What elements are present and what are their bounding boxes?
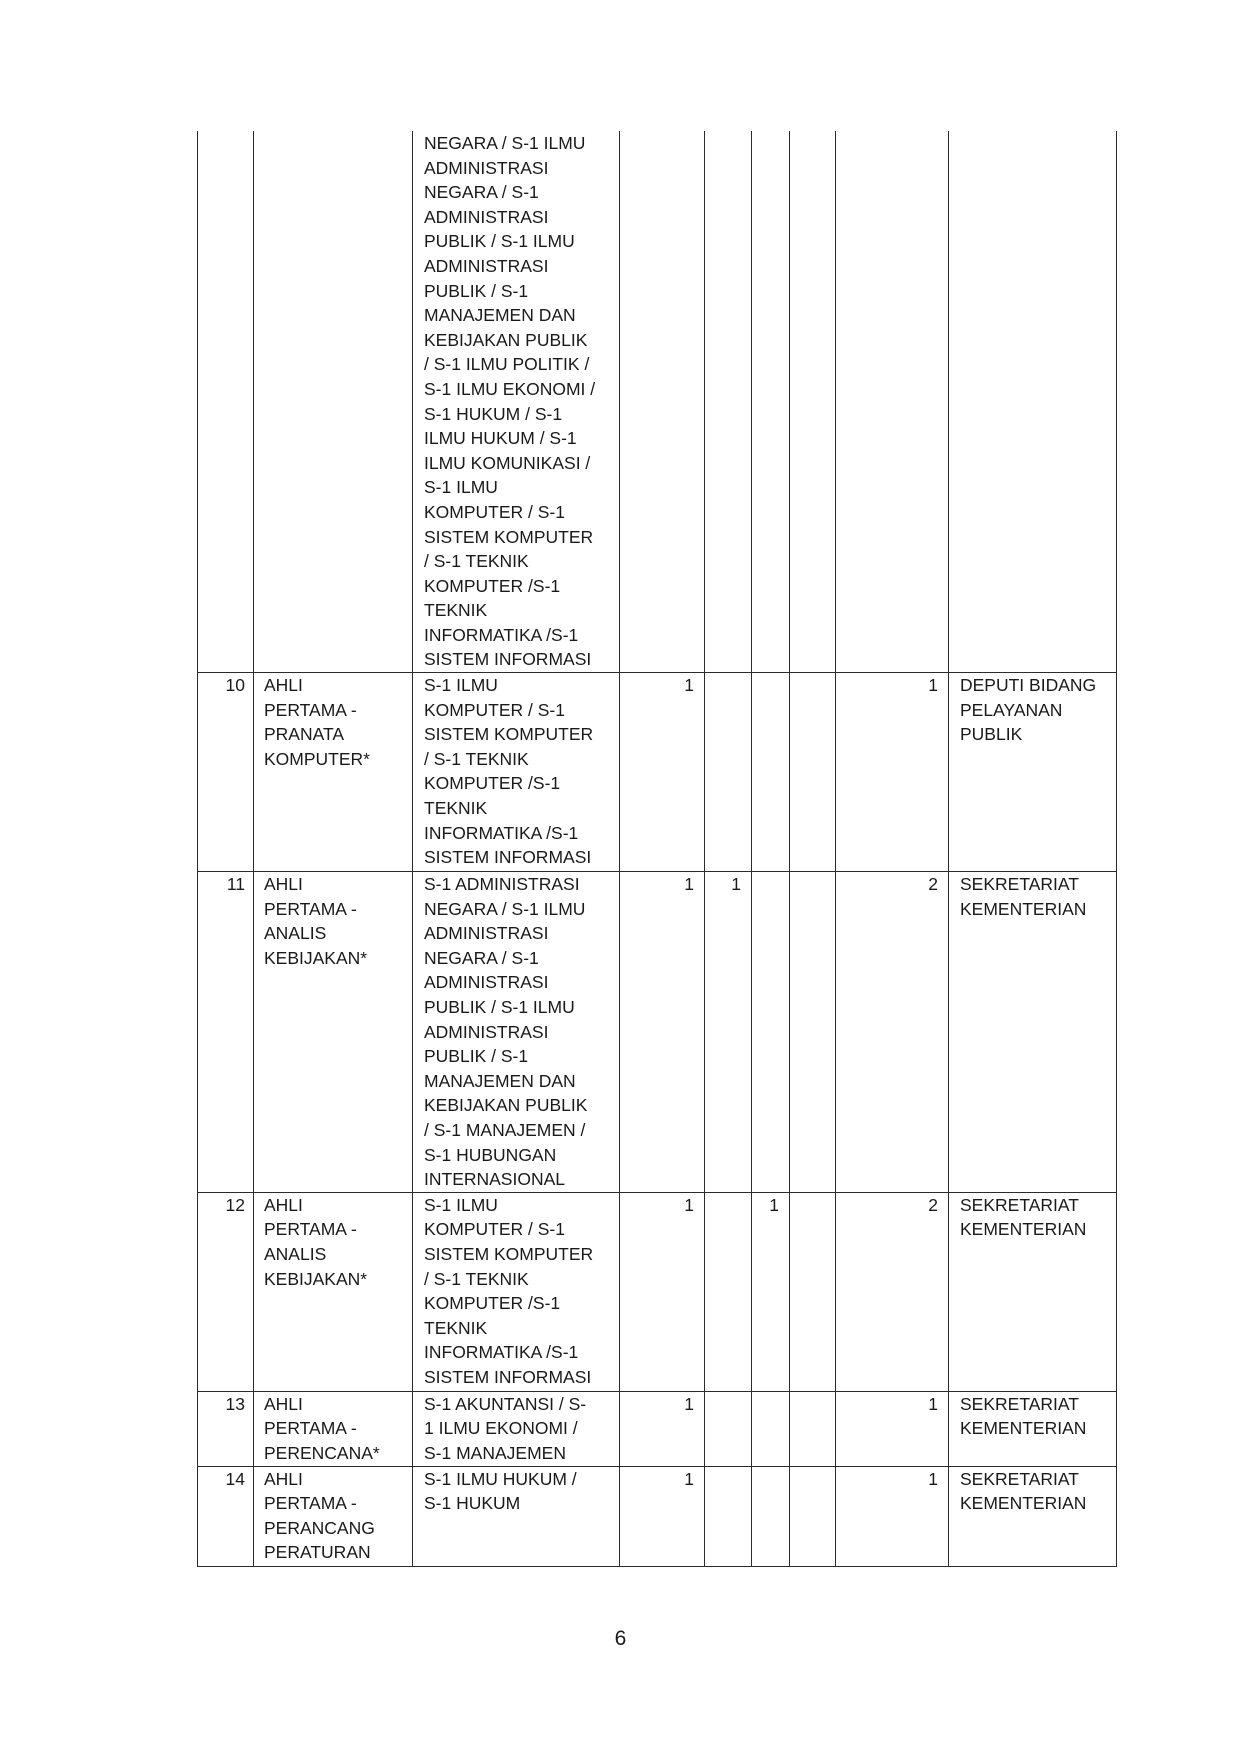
quota-cell-3 xyxy=(752,131,790,673)
qualification-text: ADMINISTRASI xyxy=(424,206,549,227)
qualification-text: SISTEM KOMPUTER xyxy=(424,526,594,547)
position-cell xyxy=(254,1391,413,1466)
position-cell xyxy=(254,872,413,1193)
position-cell xyxy=(254,1192,413,1391)
unit-text: SEKRETARIAT xyxy=(960,1194,1079,1215)
total-cell: 1 xyxy=(836,673,949,872)
qualification-text: S-1 HUKUM / S-1 xyxy=(424,403,563,424)
qualification-text: PUBLIK / S-1 ILMU xyxy=(424,997,575,1018)
qualification-text: INFORMATIKA /S-1 xyxy=(424,1342,579,1363)
position-text: AHLI xyxy=(264,1194,303,1215)
quota-cell-1: 1 xyxy=(620,1391,705,1466)
table-body xyxy=(198,131,1117,1566)
row-number-cell xyxy=(198,131,254,673)
qualification-text: S-1 ILMU xyxy=(424,675,498,696)
position-cell xyxy=(254,1466,413,1566)
total-cell: 1 xyxy=(836,1391,949,1466)
qualification-text: ADMINISTRASI xyxy=(424,157,549,178)
quota-cell-3 xyxy=(752,1391,790,1466)
qualification-text: KOMPUTER / S-1 xyxy=(424,699,565,720)
unit-text: SEKRETARIAT xyxy=(960,1393,1079,1414)
position-cell xyxy=(254,673,413,872)
position-text: AHLI xyxy=(264,874,303,895)
quota-cell-4 xyxy=(790,872,836,1193)
qualification-text: S-1 ADMINISTRASI xyxy=(424,874,580,895)
qualification-text: PUBLIK / S-1 ILMU xyxy=(424,231,575,252)
qualification-text: S-1 HUKUM xyxy=(424,1493,521,1514)
qualification-text: KOMPUTER /S-1 xyxy=(424,575,561,596)
quota-cell-4 xyxy=(790,673,836,872)
qualification-cell xyxy=(413,673,620,872)
unit-text: KEMENTERIAN xyxy=(960,1219,1087,1240)
row-number-cell: 11 xyxy=(198,872,254,1193)
qualification-text: KOMPUTER /S-1 xyxy=(424,1293,561,1314)
quota-cell-2 xyxy=(705,1466,752,1566)
qualification-text: KEBIJAKAN PUBLIK xyxy=(424,329,588,350)
position-text: AHLI xyxy=(264,675,303,696)
qualification-text: S-1 ILMU EKONOMI / xyxy=(424,378,596,399)
qualification-text: TEKNIK xyxy=(424,798,488,819)
quota-cell-3: 1 xyxy=(752,1192,790,1391)
position-text: PERTAMA - xyxy=(264,699,357,720)
position-text: PRANATA xyxy=(264,724,345,745)
quota-cell-1 xyxy=(620,131,705,673)
unit-cell xyxy=(949,1466,1117,1566)
qualification-text: S-1 ILMU xyxy=(424,477,498,498)
qualification-text: / S-1 TEKNIK xyxy=(424,1268,529,1289)
quota-cell-2 xyxy=(705,1391,752,1466)
qualification-text: MANAJEMEN DAN xyxy=(424,1070,576,1091)
qualification-cell xyxy=(413,1192,620,1391)
unit-cell xyxy=(949,1391,1117,1466)
qualification-text: SISTEM INFORMASI xyxy=(424,649,592,670)
quota-cell-2: 1 xyxy=(705,872,752,1193)
unit-cell xyxy=(949,673,1117,872)
qualification-text: MANAJEMEN DAN xyxy=(424,305,576,326)
quota-cell-1: 1 xyxy=(620,872,705,1193)
unit-text: PELAYANAN xyxy=(960,699,1063,720)
qualification-text: INFORMATIKA /S-1 xyxy=(424,624,579,645)
position-text: PERTAMA - xyxy=(264,1493,357,1514)
qualification-text: KOMPUTER /S-1 xyxy=(424,773,561,794)
unit-text: SEKRETARIAT xyxy=(960,874,1079,895)
qualification-text: / S-1 MANAJEMEN / xyxy=(424,1120,586,1140)
position-cell xyxy=(254,131,413,673)
quota-cell-1: 1 xyxy=(620,1466,705,1566)
unit-text: KEMENTERIAN xyxy=(960,898,1087,919)
total-cell: 1 xyxy=(836,1466,949,1566)
qualification-text: S-1 AKUNTANSI / S- xyxy=(424,1393,587,1414)
quota-cell-4 xyxy=(790,1391,836,1466)
total-cell: 2 xyxy=(836,872,949,1193)
position-text: PERTAMA - xyxy=(264,1418,357,1439)
qualification-text: ADMINISTRASI xyxy=(424,972,549,993)
qualification-text: KEBIJAKAN PUBLIK xyxy=(424,1095,588,1116)
qualification-text: ILMU KOMUNIKASI / xyxy=(424,452,591,473)
position-text: PERATURAN xyxy=(264,1542,371,1563)
position-text: KEBIJAKAN* xyxy=(264,1268,368,1289)
qualification-text: SISTEM INFORMASI xyxy=(424,847,592,868)
qualification-text: INFORMATIKA /S-1 xyxy=(424,822,579,843)
total-cell: 2 xyxy=(836,1192,949,1391)
row-number-cell: 12 xyxy=(198,1192,254,1391)
qualification-text: S-1 ILMU xyxy=(424,1194,498,1215)
qualification-text: KOMPUTER / S-1 xyxy=(424,501,565,522)
quota-cell-4 xyxy=(790,1192,836,1391)
table-row xyxy=(198,872,1117,1193)
row-number-cell: 13 xyxy=(198,1391,254,1466)
quota-cell-2 xyxy=(705,131,752,673)
qualification-text: SISTEM INFORMASI xyxy=(424,1366,592,1387)
quota-cell-1: 1 xyxy=(620,1192,705,1391)
unit-text: SEKRETARIAT xyxy=(960,1468,1079,1489)
qualification-text: / S-1 ILMU POLITIK / xyxy=(424,354,590,375)
unit-text: PUBLIK xyxy=(960,724,1023,745)
quota-cell-3 xyxy=(752,1466,790,1566)
unit-text: DEPUTI BIDANG xyxy=(960,675,1097,696)
quota-cell-4 xyxy=(790,131,836,673)
table-row xyxy=(198,673,1117,872)
unit-text: KEMENTERIAN xyxy=(960,1418,1087,1439)
position-text: ANALIS xyxy=(264,923,327,944)
qualification-text: ILMU HUKUM / S-1 xyxy=(424,428,577,449)
qualification-text: PUBLIK / S-1 xyxy=(424,280,529,301)
position-text: ANALIS xyxy=(264,1243,327,1264)
table-row xyxy=(198,131,1117,673)
qualification-text: KOMPUTER / S-1 xyxy=(424,1219,565,1240)
qualification-text: PUBLIK / S-1 xyxy=(424,1046,529,1067)
position-text: PERENCANA* xyxy=(264,1442,380,1463)
qualification-text: NEGARA / S-1 ILMU xyxy=(424,133,586,153)
position-text: PERTAMA - xyxy=(264,898,357,919)
qualification-text: INTERNASIONAL xyxy=(424,1169,565,1190)
position-text: PERTAMA - xyxy=(264,1219,357,1240)
qualification-text: SISTEM KOMPUTER xyxy=(424,1243,594,1264)
qualification-text: / S-1 TEKNIK xyxy=(424,551,529,572)
qualification-text: NEGARA / S-1 xyxy=(424,182,539,203)
qualification-text: S-1 MANAJEMEN xyxy=(424,1442,566,1463)
quota-cell-2 xyxy=(705,673,752,872)
table-row xyxy=(198,1466,1117,1566)
total-cell xyxy=(836,131,949,673)
position-text: KEBIJAKAN* xyxy=(264,947,368,968)
row-number-cell: 14 xyxy=(198,1466,254,1566)
quota-cell-3 xyxy=(752,673,790,872)
qualification-cell xyxy=(413,1391,620,1466)
position-text: AHLI xyxy=(264,1468,303,1489)
table-row xyxy=(198,1391,1117,1466)
qualification-text: NEGARA / S-1 ILMU xyxy=(424,898,586,919)
qualification-text: TEKNIK xyxy=(424,600,488,621)
qualification-text: 1 ILMU EKONOMI / xyxy=(424,1418,578,1439)
position-text: PERANCANG xyxy=(264,1517,375,1538)
table-row xyxy=(198,1192,1117,1391)
qualification-text: NEGARA / S-1 xyxy=(424,947,539,968)
quota-cell-2 xyxy=(705,1192,752,1391)
qualification-text: ADMINISTRASI xyxy=(424,1021,549,1042)
qualification-text: ADMINISTRASI xyxy=(424,923,549,944)
unit-cell xyxy=(949,1192,1117,1391)
quota-cell-3 xyxy=(752,872,790,1193)
quota-cell-1: 1 xyxy=(620,673,705,872)
row-number-cell: 10 xyxy=(198,673,254,872)
formation-table xyxy=(197,131,1117,1567)
qualification-cell xyxy=(413,131,620,673)
unit-cell xyxy=(949,872,1117,1193)
page-number: 6 xyxy=(614,1627,627,1650)
quota-cell-4 xyxy=(790,1466,836,1566)
qualification-cell xyxy=(413,1466,620,1566)
qualification-text: TEKNIK xyxy=(424,1317,488,1338)
qualification-text: S-1 ILMU HUKUM / xyxy=(424,1468,577,1489)
qualification-text: SISTEM KOMPUTER xyxy=(424,724,594,745)
qualification-text: S-1 HUBUNGAN xyxy=(424,1144,557,1165)
unit-cell xyxy=(949,131,1117,673)
position-text: KOMPUTER* xyxy=(264,748,370,769)
qualification-text: / S-1 TEKNIK xyxy=(424,748,529,769)
qualification-text: ADMINISTRASI xyxy=(424,255,549,276)
position-text: AHLI xyxy=(264,1393,303,1414)
qualification-cell xyxy=(413,872,620,1193)
unit-text: KEMENTERIAN xyxy=(960,1493,1087,1514)
